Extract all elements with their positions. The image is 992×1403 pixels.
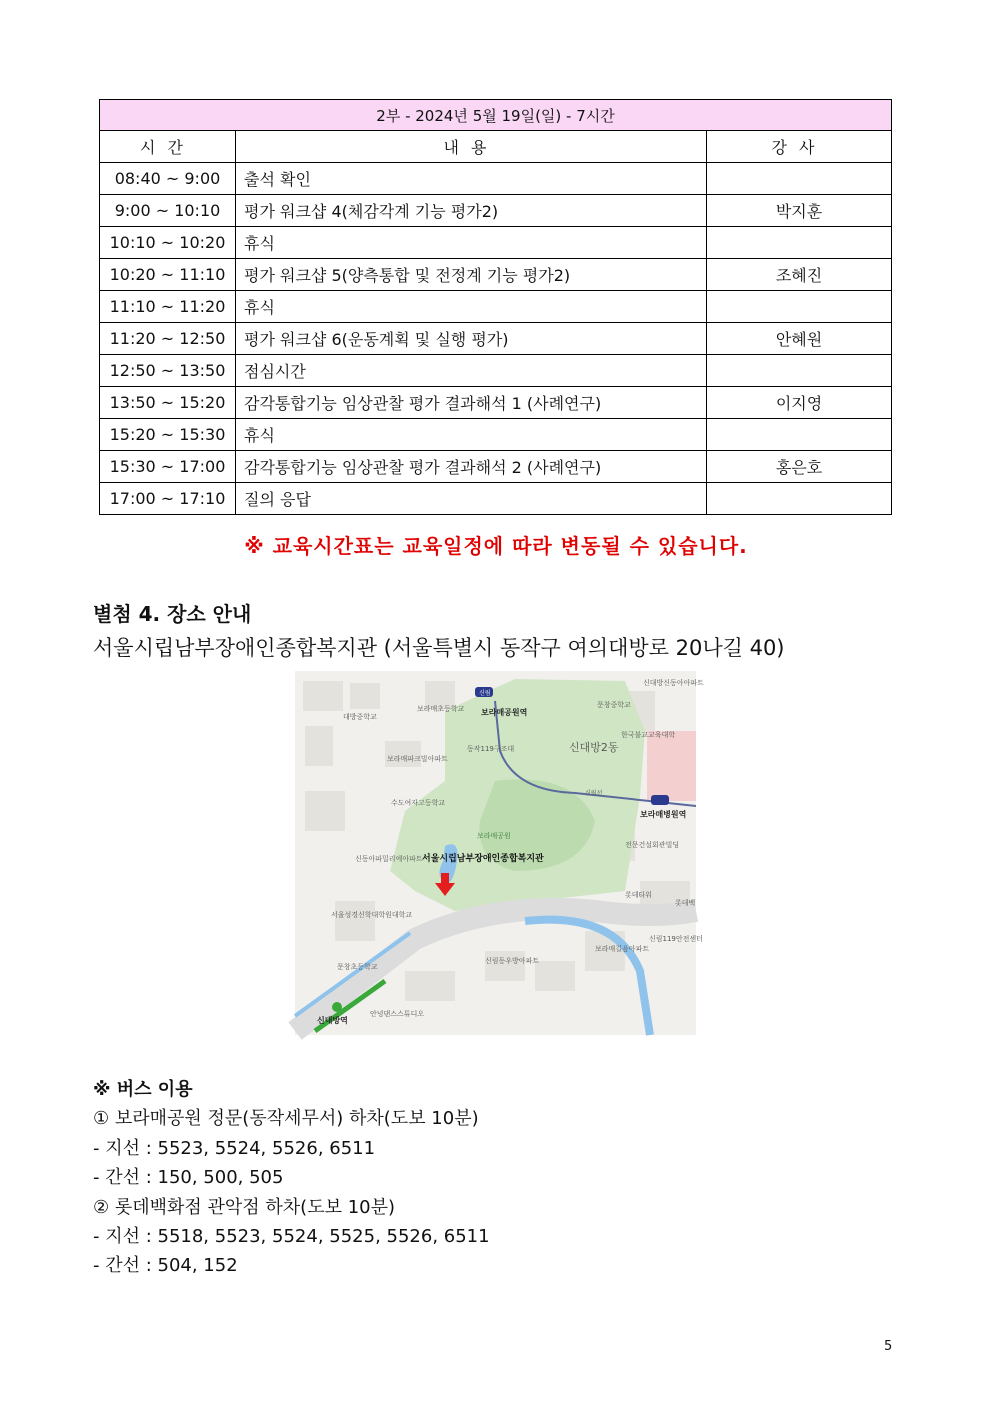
row-time: 10:20 ~ 11:10 [100,259,236,291]
row-instructor: 박지훈 [707,195,892,227]
row-time: 12:50 ~ 13:50 [100,355,236,387]
venue-address: 서울시립남부장애인종합복지관 (서울특별시 동작구 여의대방로 20나길 40) [93,636,785,660]
map-label: 동작119구조대 [467,745,515,753]
map-label: 보라매초등학교 [417,705,465,713]
row-time: 08:40 ~ 9:00 [100,163,236,195]
map-label: 문창초등학교 [337,963,378,971]
row-content: 휴식 [236,419,707,451]
row-time: 15:30 ~ 17:00 [100,451,236,483]
map-label: 보라매길음아파트 [595,945,650,953]
map-label: 안녕댄스스튜디오 [370,1010,425,1018]
schedule-title: 2부 - 2024년 5월 19일(일) - 7시간 [100,100,892,131]
map-label: 대방중학교 [343,713,377,721]
map-label: 문창중학교 [597,701,631,709]
map-label: 신림선 [585,790,603,797]
row-content: 점심시간 [236,355,707,387]
table-row [100,419,892,451]
row-instructor [707,291,892,323]
map-label: 보라매병원역 [640,810,687,819]
row-content: 휴식 [236,227,707,259]
row-time: 17:00 ~ 17:10 [100,483,236,515]
table-row [100,163,892,195]
schedule-change-notice: ※ 교육시간표는 교육일정에 따라 변동될 수 있습니다. [244,534,748,558]
bus-line: - 지선 : 5518, 5523, 5524, 5525, 5526, 6511 [93,1225,490,1247]
location-map [295,671,704,1035]
table-row [100,451,892,483]
row-time: 15:20 ~ 15:30 [100,419,236,451]
schedule-table [99,99,892,515]
row-content: 평가 워크샵 5(양측통합 및 전정계 기능 평가2) [236,259,707,291]
schedule-title-row [100,100,892,131]
table-row [100,483,892,515]
header-content: 내용 [236,131,707,163]
map-label: 보라매파크빌아파트 [387,755,448,763]
table-row [100,387,892,419]
row-instructor [707,227,892,259]
map-label: 롯데타워 [625,891,653,899]
table-row [100,195,892,227]
header-time: 시간 [100,131,236,163]
map-label: 롯데백 [675,899,696,907]
row-instructor: 안혜원 [707,323,892,355]
bus-line: - 간선 : 150, 500, 505 [93,1167,284,1189]
map-label: 신대방역 [317,1016,348,1025]
row-time: 11:10 ~ 11:20 [100,291,236,323]
bus-line: - 간선 : 504, 152 [93,1255,238,1277]
row-instructor: 조혜진 [707,259,892,291]
table-row [100,259,892,291]
bus-info [93,1075,490,1281]
page-number: 5 [884,1339,893,1354]
map-label: 신림119안전센터 [649,935,703,943]
bus-line: ② 롯데백화점 관악점 하차(도보 10분) [93,1196,396,1218]
row-instructor: 홍은호 [707,451,892,483]
map-label: 전문건설회관빌딩 [625,841,680,849]
row-time: 13:50 ~ 15:20 [100,387,236,419]
map-label: 신대방2동 [569,741,619,754]
row-content: 휴식 [236,291,707,323]
map-label: 수도여자고등학교 [391,799,446,807]
schedule-header-row [100,131,892,163]
row-instructor [707,483,892,515]
row-content: 평가 워크샵 6(운동계획 및 실행 평가) [236,323,707,355]
row-content: 질의 응답 [236,483,707,515]
row-content: 출석 확인 [236,163,707,195]
bus-line: - 지선 : 5523, 5524, 5526, 6511 [93,1137,376,1159]
table-row [100,323,892,355]
bus-title: ※ 버스 이용 [93,1079,193,1100]
map-label: 신동아파밀리에아파트 [355,855,423,863]
row-instructor [707,419,892,451]
table-row [100,227,892,259]
map-label: 신대방신동아아파트 [643,679,704,687]
bus-line: ① 보라매공원 정문(동작세무서) 하차(도보 10분) [93,1108,479,1130]
row-content: 감각통합기능 임상관찰 평가 결과해석 1 (사례연구) [236,387,707,419]
map-label: 신림 [479,690,491,697]
station-marker [332,1002,342,1012]
row-content: 평가 워크샵 4(체감각계 기능 평가2) [236,195,707,227]
map-label: 한국불교교육대학 [621,731,676,739]
hospital-area [647,731,696,801]
row-instructor [707,163,892,195]
row-time: 10:10 ~ 10:20 [100,227,236,259]
table-row [100,355,892,387]
table-row [100,291,892,323]
row-instructor [707,355,892,387]
row-time: 11:20 ~ 12:50 [100,323,236,355]
row-time: 9:00 ~ 10:10 [100,195,236,227]
map-label: 보라매공원 [477,832,511,840]
map-label: 서울성경신학대학원대학교 [331,911,413,919]
map-label: 보라매공원역 [481,708,528,717]
row-instructor: 이지영 [707,387,892,419]
section-title: 별첨 4. 장소 안내 [93,602,252,626]
station-marker [651,795,669,805]
map-label: 신림동우방아파트 [485,957,540,965]
row-content: 감각통합기능 임상관찰 평가 결과해석 2 (사례연구) [236,451,707,483]
venue-map-label: 서울시립남부장애인종합복지관 [422,854,544,864]
header-instructor: 강사 [707,131,892,163]
